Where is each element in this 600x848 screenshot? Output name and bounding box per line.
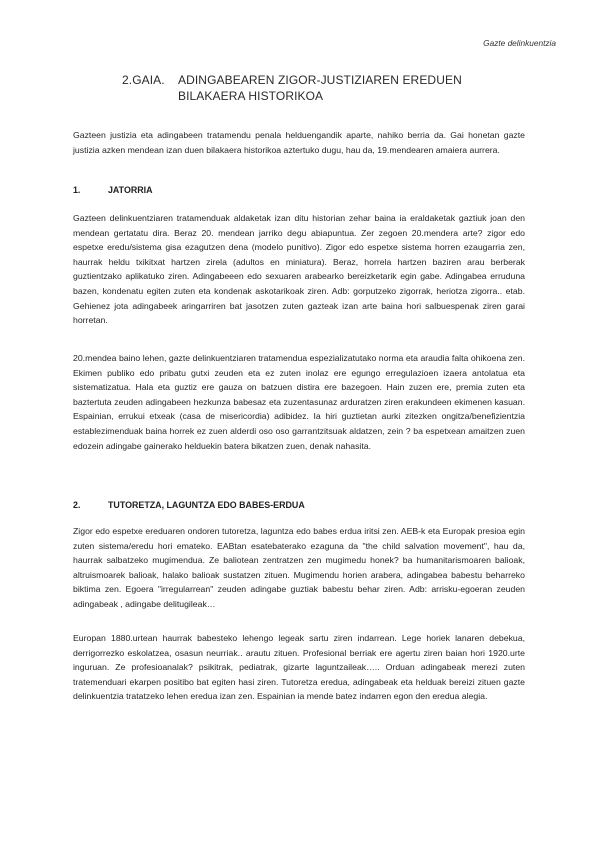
chapter-number: 2.GAIA. <box>122 73 165 87</box>
chapter-title-text-1: ADINGABEAREN ZIGOR-JUSTIZIAREN EREDUEN <box>178 73 462 87</box>
chapter-title-line2: BILAKAERA HISTORIKOA <box>178 89 324 103</box>
running-header: Gazte delinkuentzia <box>483 38 556 48</box>
section-1-paragraph-1: Gazteen delinkuentziaren tratamenduak aldaketak izan ditu historian zehar baina ia eraldaketak gaztiuk joan den mendean gertatatu dira. Beraz 20. mendean jarriko degu abiapuntua. Zer zegoen 20.mendera arte? zigor edo espetxe eredu/sistema gisa ezagutzen dena (modelo punitivo). Zigor edo espetxe sistema horren ezaugarria zen, haurrak heldu txikitxat hartzen zirela (adultos en miniatura). Beraz, horrela hartzen baziren arau berberak guztientzako aplikatuko ziren. Adingabeeen edo sexuaren arabearko bereizketarik egin gabe. Adingabea erruduna bazen, kondenatu egiten zuten eta kondenak askotarikoak ziren. Adb: gorputzeko zigorrak, heriotza zigorra.. etab. Gehienez jota adingabeek aringarriren bat jasotzen zuten gazteak izan arte baina hori salbuespenak ziren garai horretan. <box>73 213 525 326</box>
section-heading-2 <box>73 500 305 510</box>
section-title-2: TUTORETZA, LAGUNTZA EDO BABES-ERDUA <box>108 500 305 510</box>
section-2-paragraph-1: Zigor edo espetxe ereduaren ondoren tutoretza, laguntza edo babes erdua iritsi zen. AEB-k eta Europak presioa egin zuten sistema/eredu hori emateko. EABtan esatebaterako ezaguna da "the child salvation movement", hau da, haurrak salbatzeko mugimendua. Ze baliotean zentratzen zen mugimedu honek? ba humanitarismoaren balioak, altruismoarek balioak, halako balioak sustatzen zituen. Mugimendu horien arabera, adingabea babestu beharreko biktima zen. Egoera "irregularrean" zeuden adingabe guztiak babestu behar ziren. Adb: arrisku-egoeran zeuden adingabeak , adingabe delitugileak… <box>73 526 525 609</box>
section-1-paragraph-2: 20.mendea baino lehen, gazte delinkuentziaren tratamendua espezializatutako norma eta araudia falta ohikoena zen. Ekimen publiko edo pribatu gutxi zeuden eta ez zuten inolaz ere egungo erregulazioen izaera antolatua eta sistematizatua. Hala eta guztiz ere gauza on batzuen distira ere bazegoen. Hain zuzen ere, premia zuten eta baztertuta zeuden adingabeen hezkunza babesaz eta zuzentasunaz arduratzen ziren erakundeen ekimenen kasuan. Espainian, errukui etxeak (casa de misericordia) adibidez. Ia hiri guztietan aurki zitezken ongitza/benefizientzia establezimenduak baina horrek ez zuen alderdi oso oso garrantzitsuak aldatzen, zein ? ba espetxean amaitzen zuen edozein adingabe gainerako helduekin batera bikatzen zuen, denak nahasita. <box>73 353 525 451</box>
chapter-title <box>122 72 562 104</box>
chapter-title-line1 <box>122 72 562 88</box>
section-heading-1 <box>73 185 153 195</box>
section-title-1: JATORRIA <box>108 185 153 195</box>
section-2-paragraph-2: Europan 1880.urtean haurrak babesteko lehengo legeak sartu ziren indarrean. Lege horiek lanaren debekua, derrigorrezko eskolatzea, osasun neurriak.. arautu zituen. Profesional berriak ere agertu ziren baian hori 1920.urte inguruan. Ze profesioanalak? psikitrak, pediatrak, gizarte laguntzaileak….. Orduan adingabeak merezi zuten tratemenduari ekarpen positibo bat egiten hasi ziren. Tutoretza eredua, adingabeak eta helduak bereizi zituen gazte delinkuentzia tratatzeko lehen eredua izan zen. Espainian ia mende batez indarren egon den eredua alegia. <box>73 633 525 702</box>
intro-paragraph: Gazteen justizia eta adingabeen tratamendu penala helduengandik aparte, nahiko berria da. Gai honetan gazte justizia azken mendean izan duen bilakaera historikoa aztertuko dugu, hau da, 19.mendearen amaiera aurrera. <box>73 130 525 155</box>
section-number-1: 1. <box>73 185 81 195</box>
section-number-2: 2. <box>73 500 81 510</box>
